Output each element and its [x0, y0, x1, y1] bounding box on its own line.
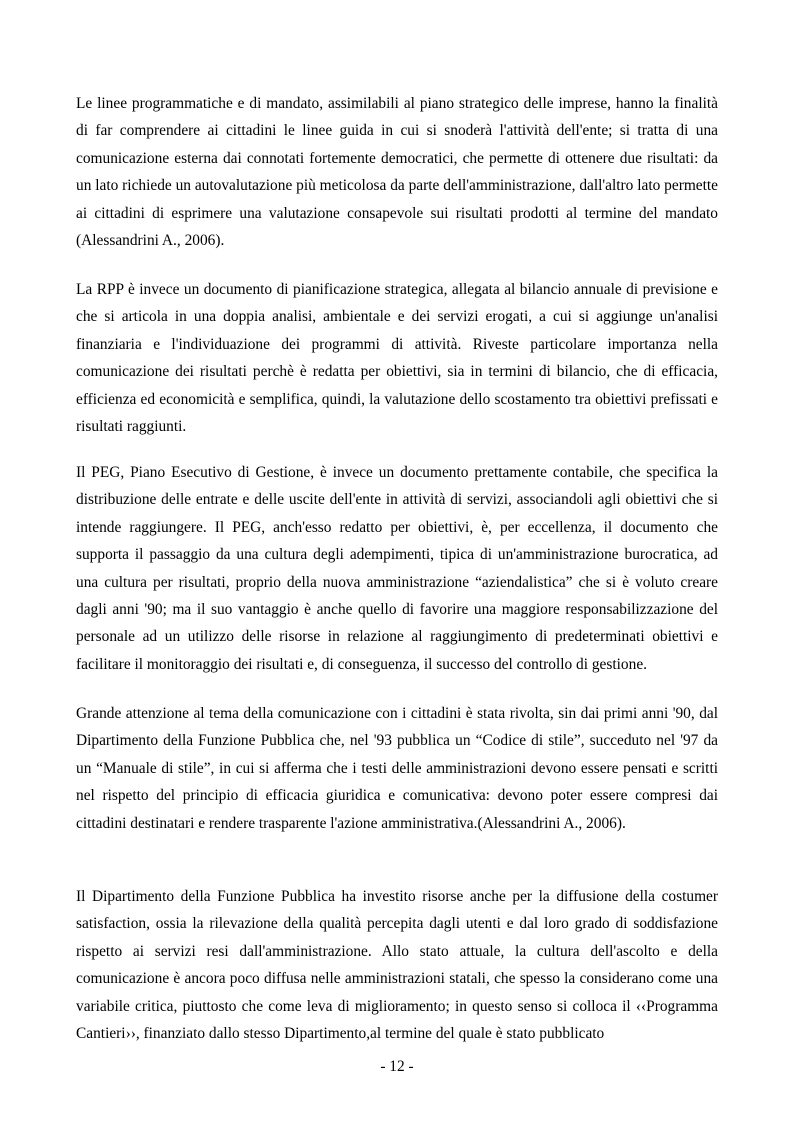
paragraph-rpp: La RPP è invece un documento di pianificazione strategica, allegata al bilancio annuale di previsione e che si articola in una doppia analisi, ambientale e dei servizi erogati, a cui si aggiunge un'analisi finanziaria e l'individuazione dei programmi di attività. Riveste particolare importanza nella comunicazione dei risultati perchè è redatta per obiettivi, sia in termini di bilancio, che di efficacia, efficienza ed economicità e semplifica, quindi, la valutazione dello scostamento tra obiettivi prefissati e risultati raggiunti. [76, 281, 718, 436]
paragraph-costumer-satisfaction: Il Dipartimento della Funzione Pubblica ha investito risorse anche per la diffusione della costumer satisfaction, ossia la rilevazione della qualità percepita dagli utenti e dal loro grado di soddisfazione rispetto ai servizi resi dall'amministrazione. Allo stato attuale, la cultura dell'ascolto e della comunicazione è ancora poco diffusa nelle amministrazioni statali, che spesso la considerano come una variabile critica, piuttosto che come leva di miglioramento; in questo senso si colloca il ‹‹Programma Cantieri››, finanziato dallo stesso Dipartimento,al termine del quale è stato pubblicato [76, 888, 718, 1043]
page-number: - 12 - [380, 1058, 414, 1075]
paragraph-comunicazione-cittadini: Grande attenzione al tema della comunicazione con i cittadini è stata rivolta, sin dai primi anni '90, dal Dipartimento della Funzione Pubblica che, nel '93 pubblica un “Codice di stile”, succeduto nel '97 da un “Manuale di stile”, in cui si afferma che i testi delle amministrazioni devono essere pensati e scritti nel rispetto del principio di efficacia giuridica e comunicativa: devono poter essere compresi dai cittadini destinatari e rendere trasparente l'azione amministrativa.(Alessandrini A., 2006). [76, 705, 718, 832]
paragraph-linee-programmatiche: Le linee programmatiche e di mandato, assimilabili al piano strategico delle imprese, hanno la finalità di far comprendere ai cittadini le linee guida in cui si snoderà l'attività dell'ente; si tratta di una comunicazione esterna dai connotati fortemente democratici, che permette di ottenere due risultati: da un lato richiede un autovalutazione più meticolosa da parte dell'amministrazione, dall'altro lato permette ai cittadini di esprimere una valutazione consapevole sui risultati prodotti al termine del mandato (Alessandrini A., 2006). [76, 95, 718, 250]
paragraph-peg: Il PEG, Piano Esecutivo di Gestione, è invece un documento prettamente contabile, che specifica la distribuzione delle entrate e delle uscite dell'ente in attività di servizi, associandoli agli obiettivi che si intende raggiungere. Il PEG, anch'esso redatto per obiettivi, è, per eccellenza, il documento che supporta il passaggio da una cultura degli adempimenti, tipica di un'amministrazione burocratica, ad una cultura per risultati, proprio della nuova amministrazione “aziendalistica” che si è voluto creare dagli anni '90; ma il suo vantaggio è anche quello di favorire una maggiore responsabilizzazione del personale ad un utilizzo delle risorse in relazione al raggiungimento di predeterminati obiettivi e facilitare il monitoraggio dei risultati e, di conseguenza, il successo del controllo di gestione. [76, 464, 718, 673]
